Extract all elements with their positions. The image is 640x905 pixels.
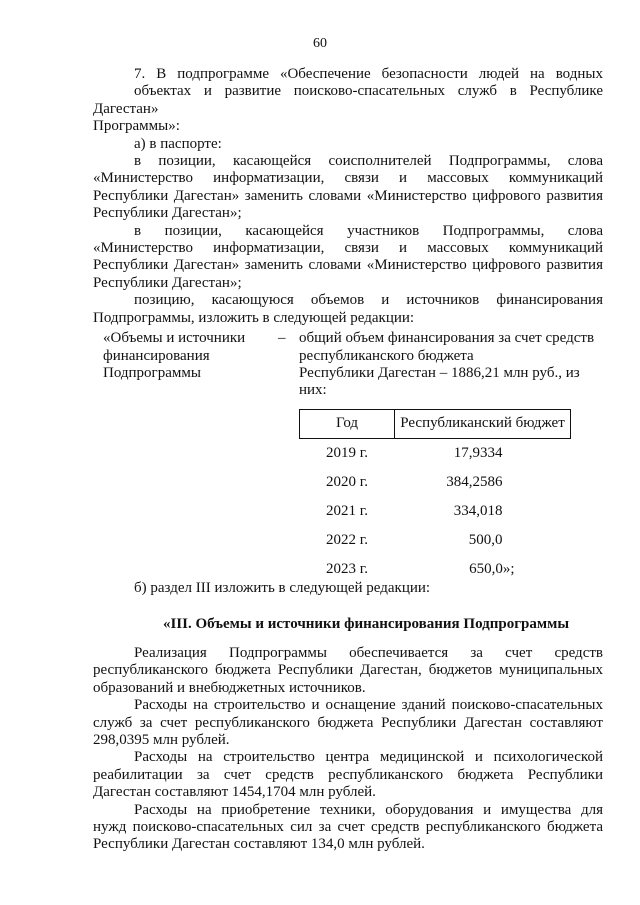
table-cell-value: 384,2586 — [446, 473, 503, 490]
funding-label-line-3: Подпрограммы — [103, 364, 201, 381]
construction-line-3: 298,0395 млн рублей. — [93, 731, 230, 748]
section-heading: «III. Объемы и источники финансирования Подпрограммы — [162, 615, 570, 632]
table-cell-year: 2022 г. — [326, 531, 368, 548]
implementation-line-2: республиканского бюджета Республики Дагестан, бюджетов муниципальных — [93, 662, 603, 679]
item-7-paragraph — [93, 66, 603, 136]
funding-block-text — [299, 330, 603, 400]
table-cell-year: 2023 г. — [326, 560, 368, 577]
item-7-line-3: Программы»: — [93, 118, 180, 135]
table-cell-value: 650,0»; — [469, 560, 515, 577]
table-row — [300, 555, 571, 584]
equipment-paragraph — [93, 802, 603, 854]
table-cell-value: 17,9334 — [453, 444, 503, 461]
participants-paragraph — [93, 223, 603, 293]
table-cell-value: 334,018 — [453, 502, 503, 519]
implementation-paragraph — [93, 645, 603, 697]
construction-line-1: Расходы на строительство и оснащение зданий поисково-спасательных — [134, 697, 603, 714]
equipment-line-2: нужд поисково-спасательных сил за счет средств республиканского бюджета — [93, 818, 603, 835]
implementation-line-3: образований и внебюджетных источников. — [93, 679, 366, 696]
funding-dash: – — [278, 330, 286, 347]
funding-text-line-4: них: — [299, 382, 327, 399]
table-row — [300, 526, 571, 555]
table-row — [300, 497, 571, 526]
funding-text-line-2: республиканского бюджета — [299, 347, 474, 364]
funding-position-line-2: Подпрограммы, изложить в следующей редакции: — [93, 309, 415, 326]
table-cell-value: 500,0 — [468, 531, 503, 548]
funding-label-line-1: «Объемы и источники — [103, 330, 246, 347]
b-section-paragraph: б) раздел III изложить в следующей редакции: — [134, 580, 431, 597]
medical-line-2: реабилитации за счет средств республиканского бюджета Республики — [93, 766, 603, 783]
funding-text-line-3: Республики Дагестан – 1886,21 млн руб., из — [299, 364, 580, 381]
document-body — [93, 66, 603, 854]
funding-text-line-1: общий объем финансирования за счет средств — [299, 330, 595, 347]
page-number: 60 — [313, 36, 327, 51]
participants-line-3: Республики Дагестан» заменить словами «Министерство цифрового развития — [93, 257, 603, 274]
participants-line-1: в позиции, касающейся участников Подпрограммы, слова — [134, 222, 603, 239]
coexecutors-line-3: Республики Дагестан» заменить словами «Министерство цифрового развития — [93, 187, 603, 204]
coexecutors-line-4: Республики Дагестан»; — [93, 205, 242, 222]
medical-line-1: Расходы на строительство центра медицинской и психологической — [134, 749, 603, 766]
funding-block-label — [103, 330, 278, 382]
item-7-line-2: объектах и развитие поисково-спасательных служб в Республике Дагестан» — [93, 83, 603, 117]
coexecutors-line-2: «Министерство информатизации, связи и массовых коммуникаций — [93, 170, 603, 187]
funding-table — [299, 409, 571, 584]
construction-line-2: служб за счет республиканского бюджета Республики Дагестан составляют — [93, 714, 603, 731]
item-7-line-1: 7. В подпрограмме «Обеспечение безопасности людей на водных — [134, 66, 603, 82]
medical-center-paragraph — [93, 749, 603, 801]
funding-block — [93, 330, 603, 577]
table-cell-year: 2021 г. — [326, 502, 368, 519]
table-cell-year: 2020 г. — [326, 473, 368, 490]
funding-table-header-year: Год — [300, 410, 395, 439]
coexecutors-line-1: в позиции, касающейся соисполнителей Подпрограммы, слова — [134, 153, 603, 170]
funding-table-header-budget: Республиканский бюджет — [395, 410, 571, 439]
funding-position-paragraph — [93, 292, 603, 327]
table-row — [300, 439, 571, 469]
funding-label-line-2: финансирования — [103, 347, 210, 364]
construction-paragraph — [93, 697, 603, 749]
coexecutors-paragraph — [93, 153, 603, 223]
funding-table-header-row — [300, 410, 571, 439]
participants-line-2: «Министерство информатизации, связи и массовых коммуникаций — [93, 240, 603, 257]
table-row — [300, 468, 571, 497]
participants-line-4: Республики Дагестан»; — [93, 274, 242, 291]
a-passport-paragraph: а) в паспорте: — [134, 135, 222, 152]
medical-line-3: Дагестан составляют 1454,1704 млн рублей. — [93, 784, 376, 801]
implementation-line-1: Реализация Подпрограммы обеспечивается за счет средств — [134, 644, 603, 661]
equipment-line-3: Республики Дагестан составляют 134,0 млн рублей. — [93, 836, 425, 853]
table-cell-year: 2019 г. — [326, 444, 368, 461]
equipment-line-1: Расходы на приобретение техники, оборудования и имущества для — [134, 801, 603, 818]
funding-position-line-1: позицию, касающуюся объемов и источников финансирования — [134, 292, 603, 309]
